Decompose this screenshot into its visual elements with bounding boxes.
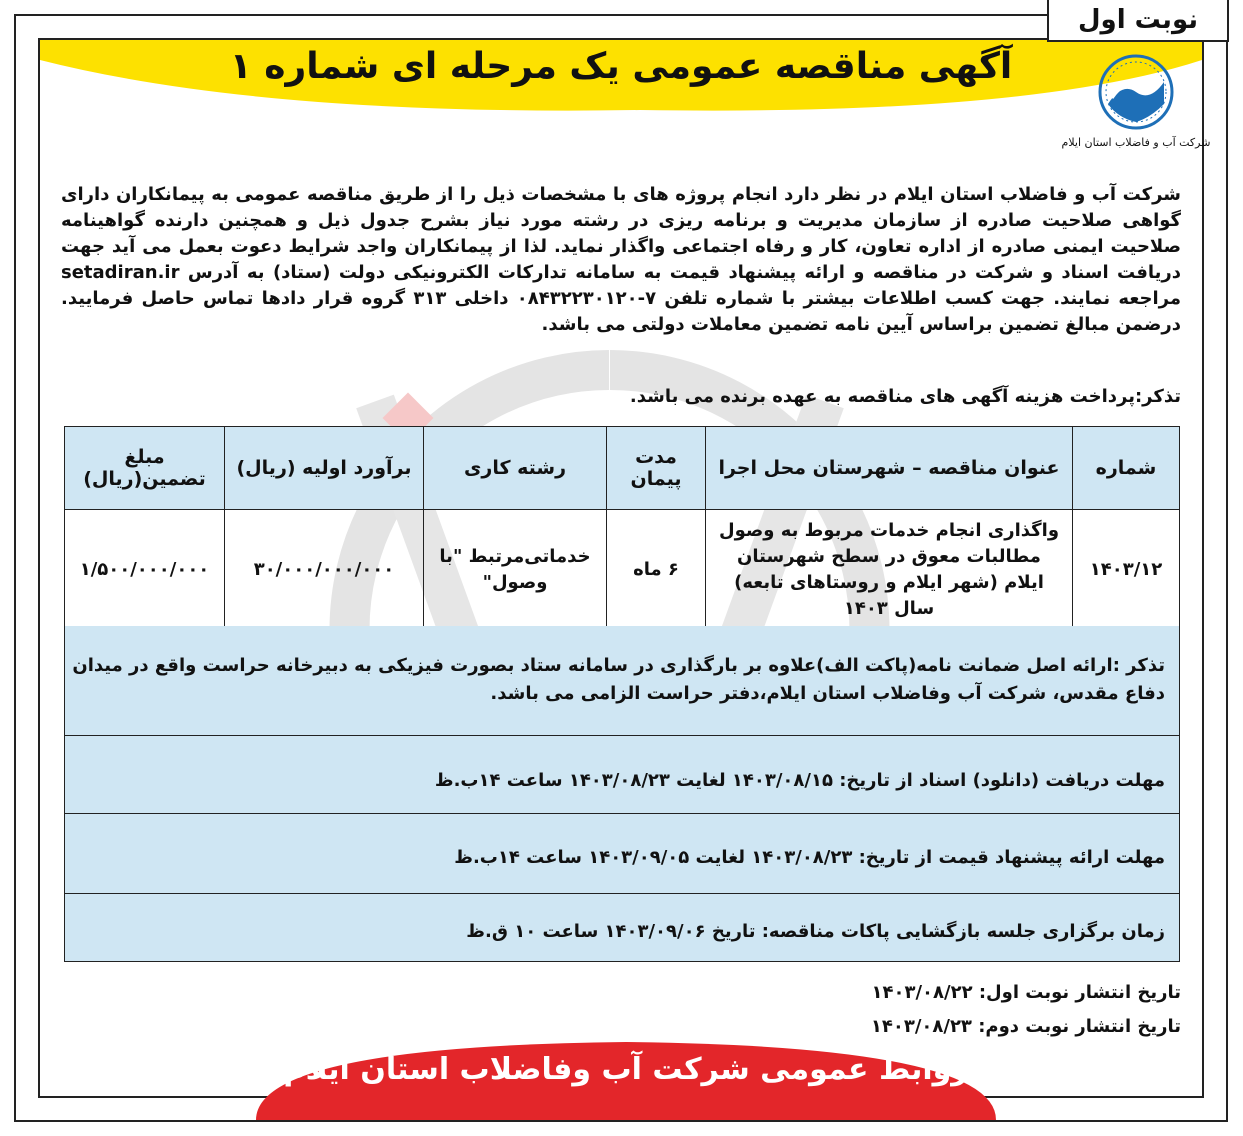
cell-title: واگذاری انجام خدمات مربوط به وصول مطالبات معوق در سطح شهرستان ایلام (شهر ایلام و روستاهای تابعه) سال ۱۴۰۳: [706, 510, 1073, 631]
cell-estimate: ۳۰/۰۰۰/۰۰۰/۰۰۰: [225, 510, 424, 631]
publish-dates: [871, 976, 1181, 1044]
header-title: عنوان مناقصه – شهرستان محل اجرا: [706, 427, 1073, 510]
intro-paragraph: شرکت آب و فاضلاب استان ایلام در نظر دارد انجام پروژه های با مشخصات ذیل را از طریق مناقصه عمومی به پیمانکاران دارای گواهی صلاحیت صادره از سازمان مدیریت و برنامه ریزی در رشته مورد نیاز بشرح جدول ذیل و همچنین دارنده گواهینامه صلاحیت ایمنی صادره از اداره تعاون، کار و رفاه اجتماعی واگذار نماید. لذا از پیمانکاران واجد شرایط دعوت بعمل می آید جهت دریافت اسناد و شرکت در مناقصه و ارائه پیشنهاد قیمت به سامانه تدارکات الکترونیکی دولت (ستاد) به آدرس setadiran.ir مراجعه نمایند. جهت کسب اطلاعات بیشتر با شماره تلفن ۷-۰۸۴۳۲۲۳۰۱۲۰ داخلی ۳۱۳ گروه قرار دادها تماس حاصل فرمایید. درضمن مبالغ تضمین براساس آیین نامه تضمین معاملات دولتی می باشد.: [61, 184, 1181, 335]
cell-field: خدماتی‌مرتبط "با وصول": [424, 510, 607, 631]
table-row: [65, 510, 1180, 631]
publish-second: تاریخ انتشار نوبت دوم: ۱۴۰۳/۰۸/۲۳: [870, 1016, 1181, 1037]
header-field: رشته کاری: [424, 427, 607, 510]
title-banner: [40, 40, 1202, 116]
page-title: آگهی مناقصه عمومی یک مرحله ای شماره ۱: [229, 46, 1013, 87]
opening-text: زمان برگزاری جلسه بازگشایی پاکات مناقصه: تاریخ ۱۴۰۳/۰۹/۰۶ ساعت ۱۰ ق.ظ: [466, 921, 1165, 942]
logo-caption: شرکت آب و فاضلاب استان ایلام: [1061, 136, 1211, 149]
download-deadline-text: مهلت دریافت (دانلود) اسناد از تاریخ: ۱۴۰۳/۰۸/۱۵ لغایت ۱۴۰۳/۰۸/۲۳ ساعت ۱۴ب.ظ: [434, 770, 1165, 791]
table-header-row: [65, 427, 1180, 510]
opening-row: [64, 894, 1180, 962]
cost-note: تذکر:پرداخت هزینه آگهی های مناقصه به عهده برنده می باشد.: [629, 386, 1181, 407]
cell-number: ۱۴۰۳/۱۲: [1073, 510, 1180, 631]
publish-first: تاریخ انتشار نوبت اول: ۱۴۰۳/۰۸/۲۲: [871, 982, 1181, 1003]
cell-duration: ۶ ماه: [607, 510, 706, 631]
header-estimate: برآورد اولیه (ریال): [225, 427, 424, 510]
cell-guarantee: ۱/۵۰۰/۰۰۰/۰۰۰: [65, 510, 225, 631]
edition-badge: نوبت اول: [1047, 0, 1229, 42]
download-deadline-row: [64, 736, 1180, 814]
water-drop-logo-icon: [1096, 52, 1176, 132]
header-number: شماره: [1073, 427, 1180, 510]
guarantee-note: [64, 626, 1180, 736]
offer-deadline-text: مهلت ارائه پیشنهاد قیمت از تاریخ: ۱۴۰۳/۰۸/۲۳ لغایت ۱۴۰۳/۰۹/۰۵ ساعت ۱۴ب.ظ: [454, 847, 1165, 868]
company-logo: [1061, 52, 1211, 170]
offer-deadline-row: [64, 814, 1180, 894]
header-guarantee: مبلغ تضمین(ریال): [65, 427, 225, 510]
tender-table: [64, 426, 1180, 631]
guarantee-note-text: تذکر :ارائه اصل ضمانت نامه(پاکت الف)علاوه بر بارگذاری در سامانه ستاد بصورت فیزیکی به دبیرخانه حراست واقع در میدان دفاع مقدس، شرکت آب وفاضلاب استان ایلام،دفتر حراست الزامی می باشد.: [72, 655, 1165, 704]
footer-title: روابط عمومی شرکت آب وفاضلاب استان ایلام: [283, 1052, 969, 1087]
header-duration: مدت پیمان: [607, 427, 706, 510]
